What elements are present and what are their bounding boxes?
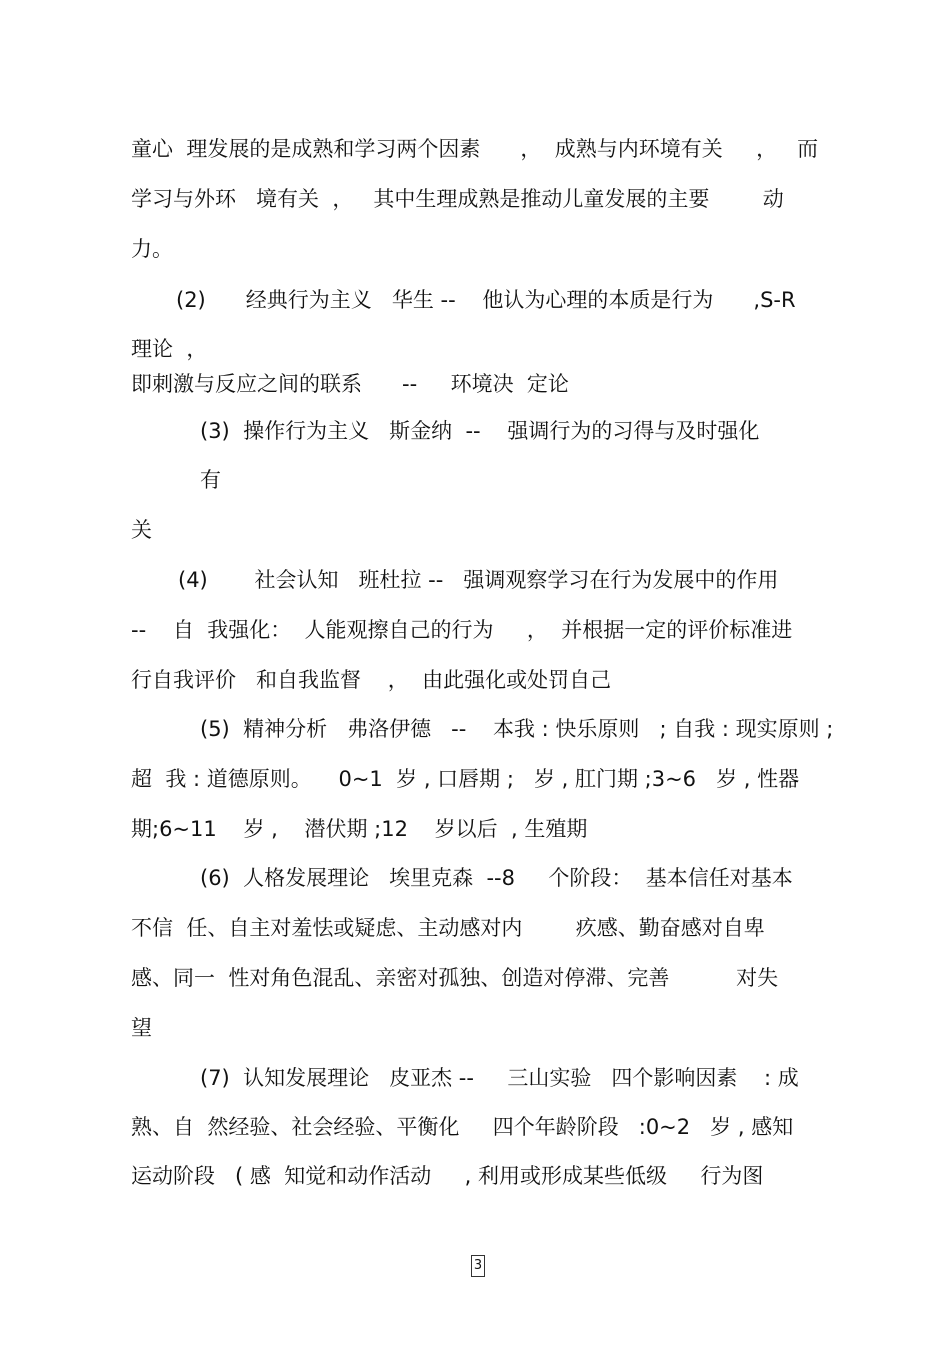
text-line-12: 行自我评价 和自我监督 ， 由此强化或处罚自己 <box>131 668 612 692</box>
text-line-11: -- 自 我强化： 人能观擦自己的行为 ， 并根据一定的评价标准进 <box>131 618 793 642</box>
text-line-8: 有 <box>200 468 221 492</box>
text-line-6: 即刺激与反应之间的联系 -- 环境决 定论 <box>131 372 569 396</box>
text-line-15: 期;6~11 岁 , 潜伏期 ;12 岁以后 , 生殖期 <box>131 817 588 841</box>
text-line-18: 感、同一 性对角色混乱、亲密对孤独、创造对停滞、完善 对失 <box>131 966 779 990</box>
text-line-21: 熟、自 然经验、社会经验、平衡化 四个年龄阶段 :0~2 岁 , 感知 <box>131 1115 794 1139</box>
text-line-1: 童心 理发展的是成熟和学习两个因素 ， 成熟与内环境有关 ， 而 <box>131 137 819 161</box>
text-line-7: (3) 操作行为主义 斯金纳 -- 强调行为的习得与及时强化 <box>200 419 760 443</box>
text-line-14: 超 我 : 道德原则。 0~1 岁 , 口唇期 ; 岁 , 肛门期 ;3~6 岁 , 性器 <box>131 767 800 791</box>
text-line-16: (6) 人格发展理论 埃里克森 --8 个阶段： 基本信任对基本 <box>200 866 793 890</box>
text-line-20: (7) 认知发展理论 皮亚杰 -- 三山实验 四个影响因素 : 成 <box>200 1066 799 1090</box>
text-line-5: 理论 ， <box>131 337 208 361</box>
text-line-13: (5) 精神分析 弗洛伊德 -- 本我 : 快乐原则 ; 自我 : 现实原则 ; <box>200 717 834 741</box>
text-line-4: (2) 经典行为主义 华生 -- 他认为心理的本质是行为 ,S-R <box>176 288 796 312</box>
text-line-10: (4) 社会认知 班杜拉 -- 强调观察学习在行为发展中的作用 <box>178 568 779 592</box>
text-line-2: 学习与外环 境有关 ， 其中生理成熟是推动儿童发展的主要 动 <box>131 187 784 211</box>
text-line-19: 望 <box>131 1016 152 1040</box>
text-line-17: 不信 任、自主对羞怯或疑虑、主动感对内 疚感、勤奋感对自卑 <box>131 916 765 940</box>
text-line-9: 关 <box>131 518 152 542</box>
page-number: 3 <box>471 1255 485 1277</box>
text-line-22: 运动阶段 ( 感 知觉和动作活动 , 利用或形成某些低级 行为图 <box>131 1164 764 1188</box>
text-line-3: 力。 <box>131 237 173 261</box>
